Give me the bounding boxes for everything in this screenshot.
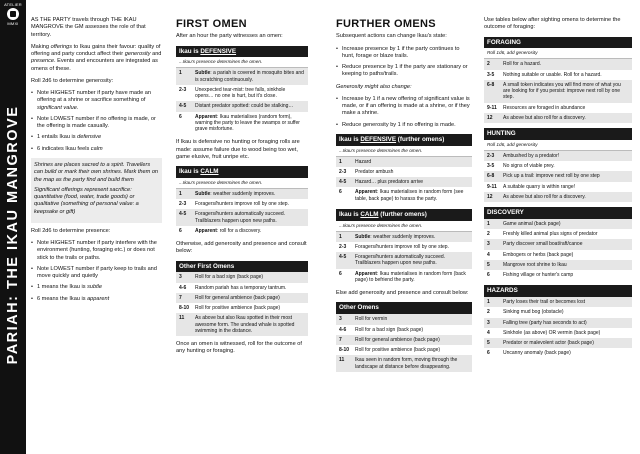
table-title: DISCOVERY [484,207,632,219]
table-row: 1 Hazard [336,157,472,167]
offerings-text: Significant offerings represent sacrifice: quantitative (food, water, trade goods) or qualitative (something of personal value: a keepsake or gift) [34,186,139,215]
table-title: Ikau is CALM [176,166,308,178]
table-row: 3 Roll for vermin [336,314,472,324]
list-item: • Increase presence by 1 if the party continues to hunt, forage or blaze trails. [336,46,472,61]
further-omens-intro: Subsequent actions can change Ikau's state: [336,33,447,40]
table-row: 8-10 Roll for positive ambience (back page) [179,305,281,312]
table-hunting [484,128,632,202]
brand-name: ATELIER [4,2,22,7]
table-foraging [484,37,632,123]
table-row: 1 Subtle: a pariah is covered in mosquito bites and is scratching continuously. [176,68,308,85]
table-title: HAZARDS [484,285,632,297]
list-item: • Note LOWEST number if party keep to trails and move quickly and quietly [31,266,162,281]
page-title: PARIAH: THE IKAU MANGROVE [5,105,21,365]
table-defensive [176,46,308,135]
table-row: 6-8 A small token indicates you will find more of what you are looking for if you persist: improve next roll by one step. [484,80,632,103]
table-row: 5 Mangrove root shrine to Ikau [484,260,632,270]
defensive-note: If Ikau is defensive no hunting or foraging rolls are made: assume failure due to wood being too wet, game elusive, fruit unripe etc. [176,139,300,160]
table-row: 3 Falling tree (party has seconds to act) [484,318,632,328]
table-row: 11 As above but also Ikau spotted in their most awesome form. The undead whale is spotted swimming in the distance. [176,313,308,336]
further-omens-heading: FURTHER OMENS [336,18,436,30]
brand-logo-icon [7,8,19,20]
table-row: 2 Roll for a hazard. [484,59,632,69]
table-row: 1 Subtle: weather suddenly improves. [176,189,308,199]
table-row: 4-5 Foragers/hunters automatically succeed. Trailblazers happen upon new paths. [336,252,472,269]
table-subtitle: ...Ikau's presence determines the omen. [176,178,308,189]
table-row: 6 Uncanny anomaly (back page) [487,350,571,357]
table-subtitle: ...Ikau's presence determines the omen. [336,221,472,232]
brand-year: MMXI [7,21,19,26]
roll-generosity-heading: Roll 2d6 to determine generosity: [31,77,114,84]
table-row: 4-6 Random pariah has a temporary tantrum. [179,284,287,291]
table-row: 1 Party loses their trail or becomes lost [484,297,632,307]
outcomes-intro: Use tables below after sighting omens to determine the outcome of foraging: [484,17,621,31]
table-row: 4-5 Hazard… plus predators arrive [336,177,472,187]
table-row: 11 Ikau seen in random form, moving through the landscape at distance before disappearing. [336,355,472,372]
list-item: • 6 means the Ikau is apparent [31,296,162,303]
presence-list [31,240,162,303]
table-row: 6 Fishing village or hunter's camp [487,272,574,279]
table-row: 2-3 Ambushed by a predator! [484,151,632,161]
table-row: 1 Subtle: weather suddenly improves. [336,232,472,242]
after-omen-text: Once an omen is witnessed, roll for the outcome of any hunting or foraging. [176,341,302,355]
generosity-change-list [336,96,472,129]
table-row: 9-11 A suitable quarry is within range! [487,183,575,190]
list-item: • 1 entails Ikau is defensive [31,134,162,141]
table-row: 2-3 Foragers/hunters improve roll by one step. [339,243,449,250]
table-row: 6 Apparent: Ikau materialises (random form), warning the party to leave the swamps or suffer grave misfortune. [179,113,300,133]
list-item: • Reduce presence by 1 if the party are stationary or keeping to paths/trails. [336,64,472,79]
table-title: Other First Omens [176,261,308,273]
table-defensive-further [336,134,472,204]
list-item: • Note LOWEST number if no offering is made, or the offering is made casually. [31,116,162,131]
table-row: 6 Apparent: Ikau materialises in random form (see table, back page) to harass the party. [339,189,464,202]
table-row: 3-5 Nothing suitable or usable. Roll for a hazard. [487,71,602,78]
table-subtitle: Roll 1d6, add generosity [484,140,632,151]
favour-paragraph: Making offerings to Ikau gains their favour: quality of offering and party conduct affect their generosity and presence. Events and encounters are integrated as omens of these. [31,43,162,72]
table-row: 4-5 Foragers/hunters automatically succeed. Trailblazers happen upon new paths. [176,209,308,226]
table-row: 6 Apparent: Ikau materialises in random form (back page) to befriend the party. [339,270,466,283]
table-row: 2-3 Foragers/hunters improve roll by one step. [179,201,289,208]
table-row: 2-3 Predator ambush [339,168,394,175]
first-omen-intro: After an hour the party witnesses an omen: [176,33,283,40]
table-row: 5 Predator or malevolent actor (back page) [484,338,632,348]
table-row: 6-8 Pick up a trail: improve next roll by one step [484,171,632,181]
list-item: • Note HIGHEST number if party have made an offering at a shrine or sacrifice something of significant value. [31,90,162,112]
table-row: 4-5 Distant predator spotted: could be stalking… [176,101,308,111]
table-row: 3 Roll for a bad sign (back page) [176,272,308,282]
table-row: 7 Roll for general ambience (back page) [336,335,472,345]
presence-change-list [336,46,472,79]
list-item: • Note HIGHEST number if party interfere with the environment (hunting, foraging etc.) or does not stick to the trails or paths. [31,240,162,262]
table-title: Ikau is DEFENSIVE [176,46,308,58]
table-calm-further [336,209,472,285]
table-row: 6 Apparent: roll for a discovery. [179,227,262,234]
list-item: • 1 means the Ikau is subtle [31,284,162,291]
table-calm [176,166,308,236]
table-row: 3 Party discover small boat/raft/canoe [484,239,632,249]
generosity-list [31,90,162,153]
table-row: 2 Sinking mud bog (obstacle) [487,309,564,316]
table-row: 3-5 No signs of viable prey. [487,163,555,169]
table-title: Other Omens [336,302,472,314]
table-hazards [484,285,632,358]
list-item: • Increase by 1 if a new offering of significant value is made, or if an offering is made at a shrine, or if they make a shrine. [336,96,472,118]
else-add-text: Else add generosity and presence and consult below: [336,290,469,297]
table-title: HUNTING [484,128,632,140]
roll-presence-heading: Roll 2d6 to determine presence: [31,227,111,234]
table-row: 12 As above but also roll for a discovery. [484,113,632,123]
table-row: 4 Sinkhole (as above) OR vermin (back page) [487,329,601,336]
brand [1,2,25,26]
generosity-change-heading: Generosity might also change: [336,83,412,90]
table-row: 4-6 Roll for a bad sign (back page) [339,326,424,333]
otherwise-text: Otherwise, add generosity and presence and consult below: [176,241,307,255]
column-outcomes [484,17,632,364]
table-title: Ikau is CALM (further omens) [336,209,472,221]
table-row: 7 Roll for general ambience (back page) [176,293,308,303]
table-other-omens [336,302,472,371]
column-further-omens [336,17,472,377]
table-subtitle: ...Ikau's presence determines the omen. [336,146,472,157]
column-first-omen [176,17,308,361]
table-row: 8-10 Roll for positive ambience (back page) [339,347,441,354]
table-row: 9-11 Resources are foraged in abundance [487,104,586,111]
table-row: 2-3 Unexpected tear-mist: tree falls, sinkhole opens… no one is hurt, but it's close. [179,86,286,100]
shrines-text: Shrines are places sacred to a spirit. Travellers can build or mark their own shrines. Mark them on the map as the party find and build them [34,161,159,183]
table-title: FORAGING [484,37,632,49]
shrines-note [31,158,162,223]
list-item: • 6 indicates Ikau feels calm [31,146,162,153]
table-row: 4 Embogers or herbs (back page) [487,251,574,258]
intro-paragraph: AS THE PARTY travels through THE IKAU MANGROVE the GM assesses the role of that territory. [31,17,146,38]
column-intro [31,17,162,308]
table-subtitle: Roll 1d6, add generosity [484,48,632,59]
table-subtitle: ...Ikau's presence determines the omen. [176,57,308,68]
list-item: • Reduce generosity by 1 if no offering is made. [336,122,472,129]
table-row: 12 As above but also roll for a discovery. [484,192,632,202]
table-discovery [484,207,632,280]
table-row: 2 Freshly killed animal plus signs of predator [487,231,598,238]
first-omen-heading: FIRST OMEN [176,18,247,30]
table-title: Ikau is DEFENSIVE (further omens) [336,134,472,146]
table-other-first-omens [176,261,308,337]
sidebar [0,0,26,454]
table-row: 1 Game animal (back page) [484,219,632,229]
